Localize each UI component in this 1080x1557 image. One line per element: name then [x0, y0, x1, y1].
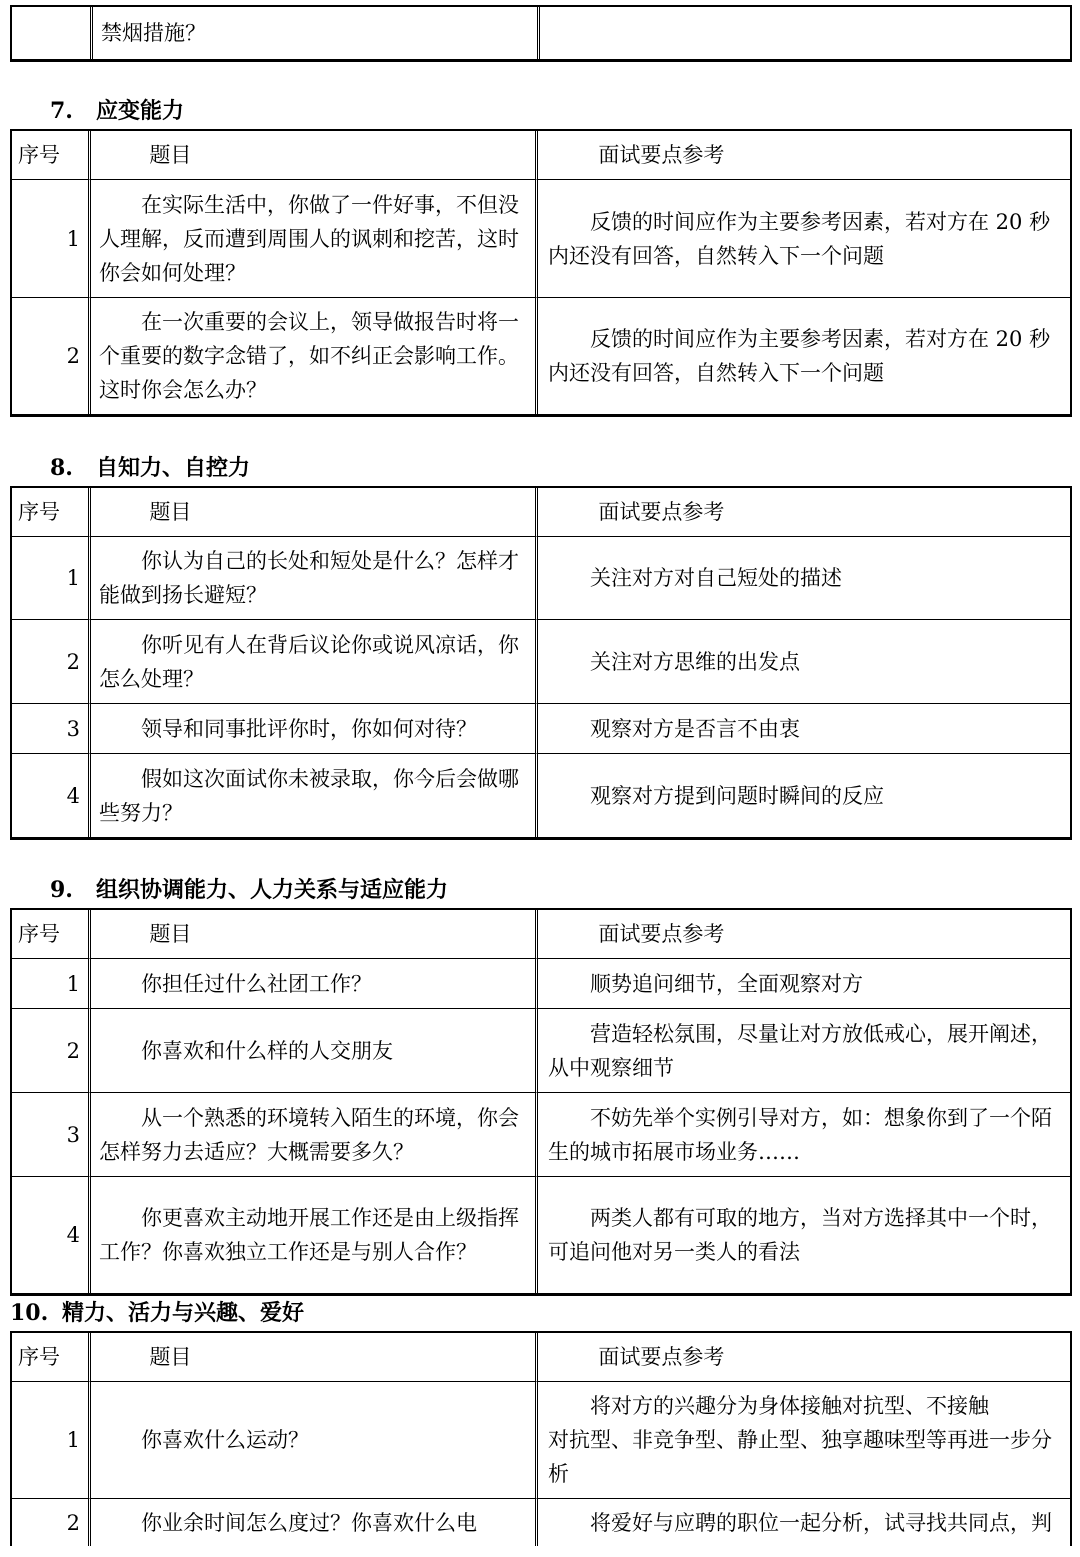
table-row — [12, 1176, 1070, 1293]
reference-cell: 将爱好与应聘的职位一起分析，试寻找共同点，判 — [535, 1498, 1070, 1546]
table-row — [12, 1381, 1070, 1498]
reference-cell: 两类人都有可取的地方，当对方选择其中一个时，可追问他对另一类人的看法 — [535, 1176, 1070, 1293]
header-question: 题目 — [88, 488, 535, 536]
header-question: 题目 — [88, 131, 535, 179]
table-header-row — [12, 488, 1070, 536]
table-header-row — [12, 910, 1070, 958]
question-cell: 你认为自己的长处和短处是什么？怎样才能做到扬长避短？ — [88, 536, 535, 619]
row-number: 4 — [12, 1176, 88, 1293]
section-heading-7: 7. 应变能力 — [50, 98, 185, 124]
header-no: 序号 — [18, 922, 60, 946]
section-heading-10: 10. 精力、活力与兴趣、爱好 — [10, 1300, 305, 1326]
table-header-row — [12, 1333, 1070, 1381]
table-section-7 — [10, 129, 1072, 417]
reference-cell: 将对方的兴趣分为身体接触对抗型、不接触 对抗型、非竞争型、静止型、独享趣味型等再进一步分析 — [535, 1381, 1070, 1498]
header-no: 序号 — [18, 500, 60, 524]
header-reference: 面试要点参考 — [535, 1333, 1070, 1381]
row-number: 1 — [12, 958, 88, 1008]
reference-cell: 营造轻松氛围，尽量让对方放低戒心，展开阐述，从中观察细节 — [535, 1008, 1070, 1092]
row-number: 2 — [12, 1008, 88, 1092]
row-number: 4 — [12, 753, 88, 837]
table-row — [12, 619, 1070, 703]
table-row — [12, 958, 1070, 1008]
question-cell: 你业余时间怎么度过？你喜欢什么电 — [88, 1498, 535, 1546]
table-row — [12, 1092, 1070, 1176]
row-number: 2 — [12, 297, 88, 414]
question-cell: 禁烟措施？ — [90, 7, 537, 59]
table-row — [12, 753, 1070, 837]
section-heading-9: 9. 组织协调能力、人力关系与适应能力 — [50, 877, 449, 903]
table-section-10 — [10, 1331, 1072, 1546]
reference-cell — [537, 7, 1070, 59]
header-no: 序号 — [18, 143, 60, 167]
reference-cell: 反馈的时间应作为主要参考因素，若对方在 20 秒内还没有回答，自然转入下一个问题 — [535, 297, 1070, 414]
table-section-9 — [10, 908, 1072, 1296]
reference-cell: 不妨先举个实例引导对方，如：想象你到了一个陌生的城市拓展市场业务…… — [535, 1092, 1070, 1176]
question-cell: 领导和同事批评你时，你如何对待？ — [88, 703, 535, 753]
table-row — [12, 1498, 1070, 1546]
table-row — [12, 703, 1070, 753]
header-question: 题目 — [88, 1333, 535, 1381]
header-reference: 面试要点参考 — [535, 488, 1070, 536]
header-question: 题目 — [88, 910, 535, 958]
row-number: 1 — [12, 179, 88, 297]
question-cell: 假如这次面试你未被录取，你今后会做哪些努力？ — [88, 753, 535, 837]
table-section-8 — [10, 486, 1072, 840]
reference-cell: 反馈的时间应作为主要参考因素，若对方在 20 秒内还没有回答，自然转入下一个问题 — [535, 179, 1070, 297]
row-number: 1 — [12, 536, 88, 619]
question-cell: 从一个熟悉的环境转入陌生的环境，你会怎样努力去适应？大概需要多久？ — [88, 1092, 535, 1176]
question-cell: 你喜欢和什么样的人交朋友 — [88, 1008, 535, 1092]
row-number: 2 — [12, 619, 88, 703]
row-number: 3 — [12, 703, 88, 753]
question-cell: 你担任过什么社团工作？ — [88, 958, 535, 1008]
row-number — [12, 7, 90, 59]
question-cell: 你听见有人在背后议论你或说风凉话，你怎么处理？ — [88, 619, 535, 703]
section-heading-8: 8. 自知力、自控力 — [50, 455, 251, 481]
row-number: 3 — [12, 1092, 88, 1176]
header-reference: 面试要点参考 — [535, 910, 1070, 958]
row-number: 1 — [12, 1381, 88, 1498]
reference-cell: 关注对方思维的出发点 — [535, 619, 1070, 703]
reference-cell: 顺势追问细节，全面观察对方 — [535, 958, 1070, 1008]
reference-cell: 观察对方是否言不由衷 — [535, 703, 1070, 753]
table-row — [12, 297, 1070, 414]
table-header-row — [12, 131, 1070, 179]
header-reference: 面试要点参考 — [535, 131, 1070, 179]
header-no: 序号 — [18, 1345, 60, 1369]
table-row — [12, 536, 1070, 619]
question-cell: 在一次重要的会议上，领导做报告时将一个重要的数字念错了，如不纠正会影响工作。这时你会怎么办？ — [88, 297, 535, 414]
question-cell: 你喜欢什么运动？ — [88, 1381, 535, 1498]
row-number: 2 — [12, 1498, 88, 1546]
table-row — [12, 1008, 1070, 1092]
question-cell: 你更喜欢主动地开展工作还是由上级指挥工作？你喜欢独立工作还是与别人合作？ — [88, 1176, 535, 1293]
question-cell: 在实际生活中，你做了一件好事，不但没人理解，反而遭到周围人的讽刺和挖苦，这时你会如何处理？ — [88, 179, 535, 297]
reference-cell: 关注对方对自己短处的描述 — [535, 536, 1070, 619]
table-row — [12, 179, 1070, 297]
reference-cell: 观察对方提到问题时瞬间的反应 — [535, 753, 1070, 837]
table-row — [12, 7, 1070, 59]
table-top-continued — [10, 5, 1072, 62]
